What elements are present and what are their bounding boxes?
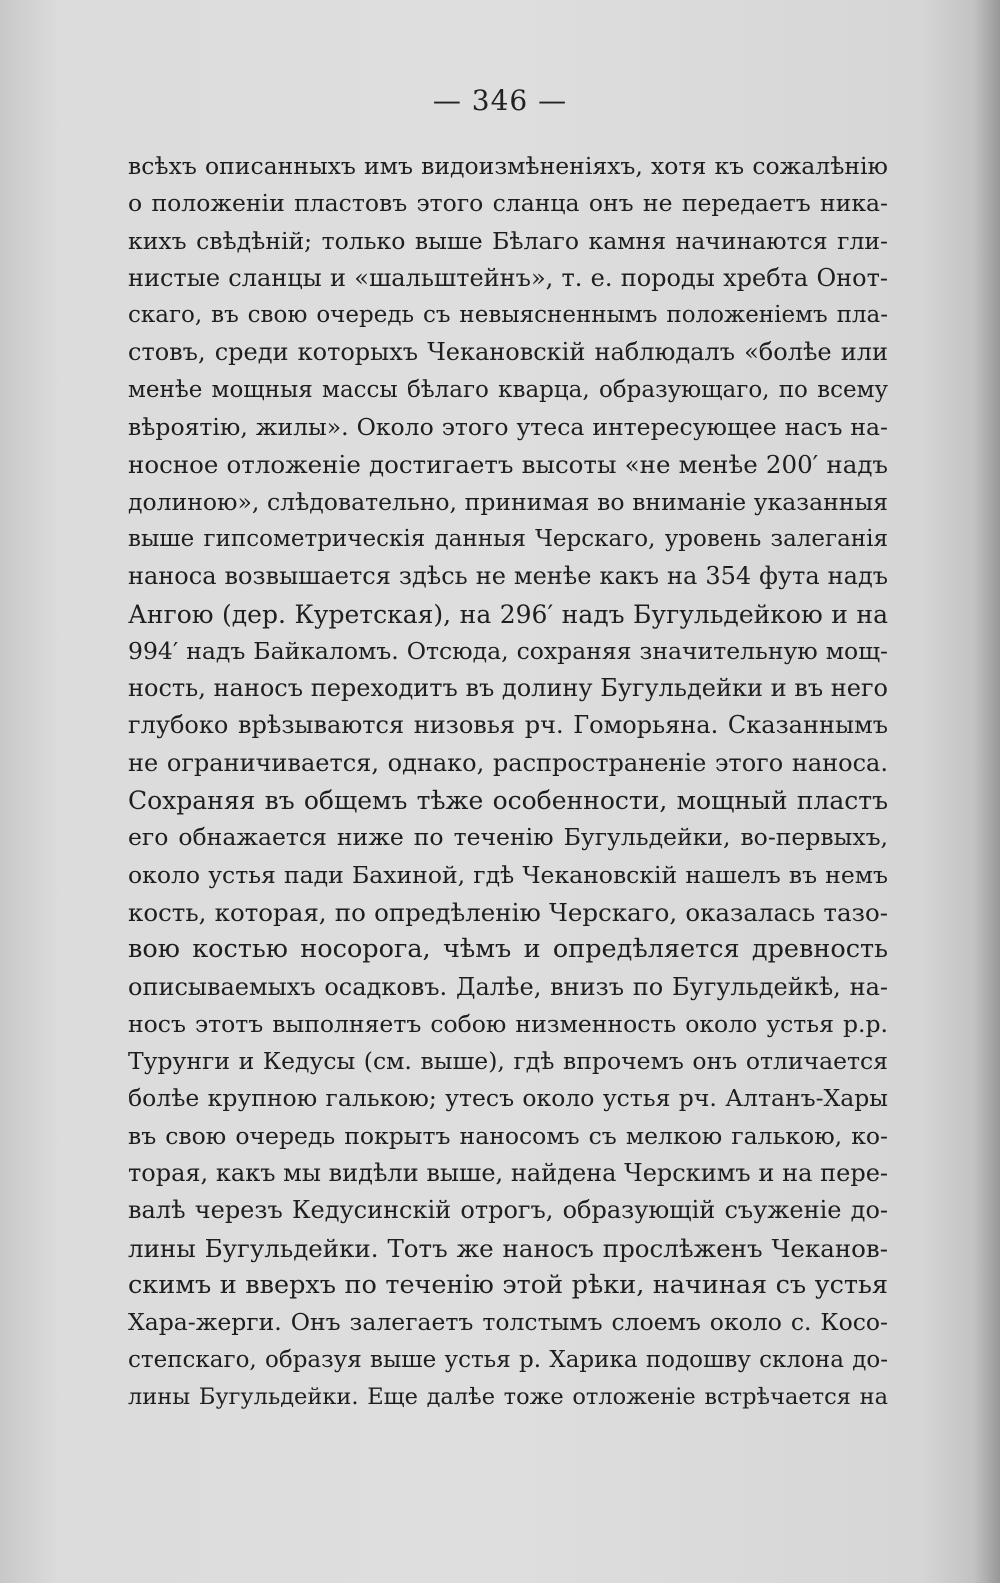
text-line: болѣе крупною галькою; утесъ около устья рч. Алтанъ-Хары xyxy=(128,1084,888,1113)
text-line: торая, какъ мы видѣли выше, найдена Черскимъ и на пере- xyxy=(128,1159,888,1188)
text-line: скаго, въ свою очередь съ невыясненнымъ положеніемъ пла- xyxy=(128,302,888,329)
text-line: кихъ свѣдѣній; только выше Бѣлаго камня начинаются гли- xyxy=(128,226,888,255)
text-line: Турунги и Кедусы (см. выше), гдѣ впрочемъ онъ отличается xyxy=(128,1047,888,1076)
text-line: лины Бугульдейки. Тотъ же наносъ прослѣженъ Чеканов- xyxy=(128,1233,888,1263)
text-line: Ангою (дер. Куретская), на 296′ надъ Бугульдейкою и на xyxy=(128,599,888,629)
text-line: около устья пади Бахиной, гдѣ Чекановскій нашелъ въ немъ xyxy=(128,860,888,889)
text-line: ность, наносъ переходитъ въ долину Бугульдейки и въ него xyxy=(128,674,888,703)
text-line: его обнажается ниже по теченію Бугульдейки, во-первыхъ, xyxy=(128,823,888,852)
page-edge-shadow xyxy=(974,0,1000,1583)
text-line: кость, которая, по опредѣленію Черскаго, оказалась тазо- xyxy=(128,897,888,927)
text-line: глубоко врѣзываются низовья рч. Гоморьяна. Сказаннымъ xyxy=(128,711,888,740)
text-line: наноса возвышается здѣсь не менѣе какъ на 354 фута надъ xyxy=(128,562,888,591)
text-line: скимъ и вверхъ по теченію этой рѣки, начиная съ устья xyxy=(128,1269,888,1300)
text-line: описываемыхъ осадковъ. Далѣе, внизъ по Бугульдейкѣ, на- xyxy=(128,972,888,1001)
text-line: вою костью носорога, чѣмъ и опредѣляется древность xyxy=(128,934,888,965)
text-line: вѣроятію, жилы». Около этого утеса интересующее насъ на- xyxy=(128,413,888,442)
text-line: о положеніи пластовъ этого сланца онъ не передаетъ ника- xyxy=(128,189,888,218)
text-line: 994′ надъ Байкаломъ. Отсюда, сохраняя значительную мощ- xyxy=(128,636,888,665)
text-line: не ограничивается, однако, распространеніе этого наноса. xyxy=(128,748,888,777)
text-line: въ свою очередь покрытъ наносомъ съ мелкою галькою, ко- xyxy=(128,1121,888,1150)
text-line: лины Бугульдейки. Еще далѣе тоже отложеніе встрѣчается на xyxy=(128,1383,888,1410)
text-line: носъ этотъ выполняетъ собою низменность около устья р.р. xyxy=(128,1009,888,1038)
text-line: стовъ, среди которыхъ Чекановскій наблюдалъ «болѣе или xyxy=(128,338,888,367)
text-line: нистые сланцы и «шальштейнъ», т. е. породы хребта Онот- xyxy=(128,263,888,292)
text-line: всѣхъ описанныхъ имъ видоизмѣненіяхъ, хотя къ сожалѣнію xyxy=(128,152,888,180)
text-line: Хара-жерги. Онъ залегаетъ толстымъ слоемъ около с. Косо- xyxy=(128,1308,888,1337)
text-line: степскаго, образуя выше устья р. Харика подошву склона до- xyxy=(128,1346,888,1373)
body-text xyxy=(128,148,888,1416)
text-line: долиною», слѣдовательно, принимая во вниманіе указанныя xyxy=(128,487,888,516)
page-number: — 346 — xyxy=(432,84,568,117)
text-line: валѣ черезъ Кедусинскій отрогъ, образующій съуженіе до- xyxy=(128,1196,888,1225)
text-line: Сохраняя въ общемъ тѣже особенности, мощный пластъ xyxy=(128,786,888,816)
text-line: выше гипсометрическія данныя Черскаго, уровень залеганія xyxy=(128,525,888,552)
text-line: носное отложеніе достигаетъ высоты «не менѣе 200′ надъ xyxy=(128,450,888,480)
text-line: менѣе мощныя массы бѣлаго кварца, образующаго, по всему xyxy=(128,376,888,403)
